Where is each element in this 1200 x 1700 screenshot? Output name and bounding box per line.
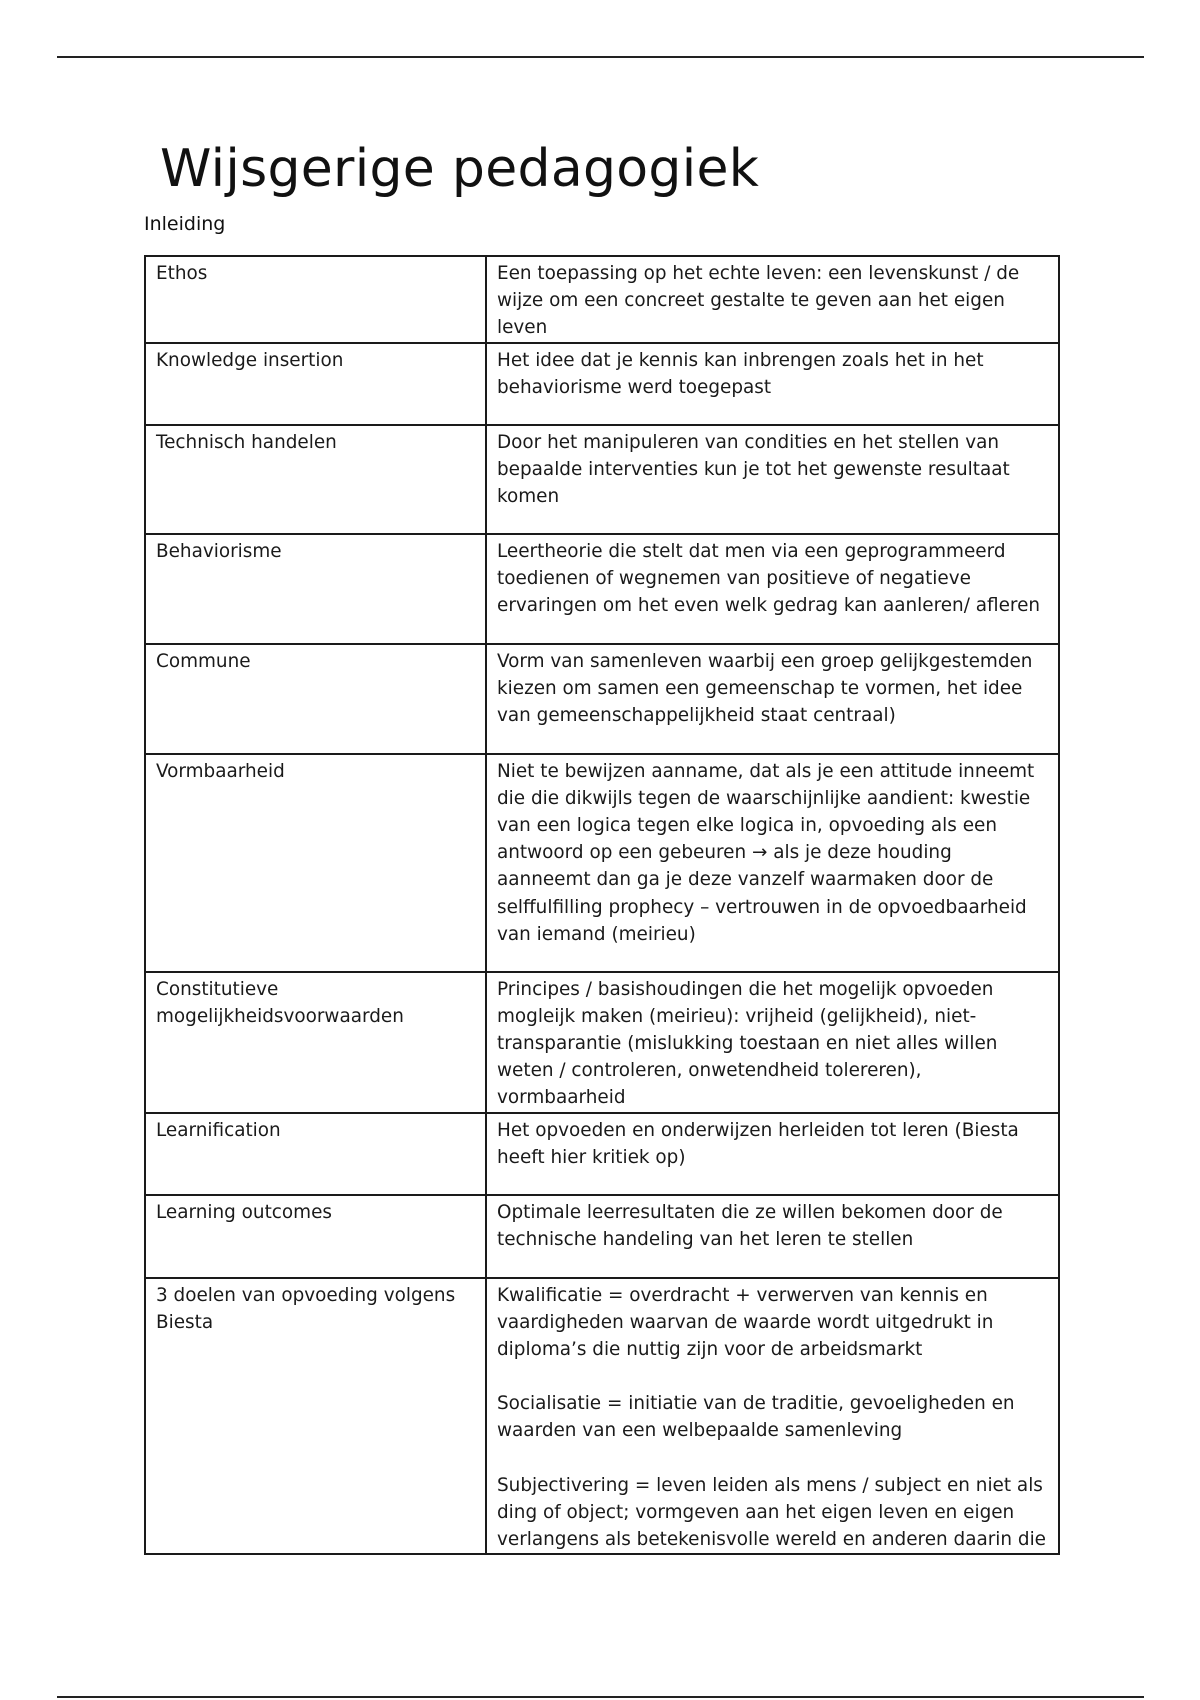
definition-text: Een toepassing op het echte leven: een levenskunst / de wijze om een concreet gestalte te geven aan het eigen leven [497, 263, 1020, 339]
definition-text: Niet te bewijzen aanname, dat als je een attitude inneemt die die dikwijls tegen de waarschijnlijke aandient: kwestie van een logica tegen elke logica in, opvoeding als een antwoord op een gebeuren → als je deze houding aanneemt dan ga je deze vanzelf waarmaken door de selffulfilling prophecy – vertrouwen in de opvoedbaarheid van iemand (meirieu) [497, 760, 1035, 945]
term-cell: Constitutieve mogelijkheidsvoorwaarden [145, 972, 486, 1113]
term-cell: Behaviorisme [145, 534, 486, 644]
term-cell: Knowledge insertion [145, 343, 486, 425]
definition-text: Subjectivering = leven leiden als mens / subject en niet als ding of object; vormgeven aan het eigen leven en eigen verlangens als betekenisvolle wereld en anderen daarin die [497, 1474, 1046, 1551]
footer-rule [57, 1696, 1144, 1698]
definition-cell [486, 256, 1059, 343]
header-rule [57, 56, 1144, 58]
term-cell: Learnification [145, 1113, 486, 1195]
definition-text: Socialisatie = initiatie van de traditie, gevoeligheden en waarden van een welbepaalde samenleving [497, 1393, 1015, 1442]
table-row [145, 754, 1059, 972]
table-row [145, 534, 1059, 644]
definition-text: Door het manipuleren van condities en het stellen van bepaalde interventies kun je tot het gewenste resultaat komen [497, 431, 1010, 508]
term-cell: Learning outcomes [145, 1195, 486, 1278]
definition-cell [486, 972, 1059, 1113]
table-row [145, 644, 1059, 754]
term-cell: Ethos [145, 256, 486, 343]
definition-cell [486, 1195, 1059, 1278]
definition-text: Vorm van samenleven waarbij een groep gelijkgestemden kiezen om samen een gemeenschap te vormen, het idee van gemeenschappelijkheid staat centraal) [497, 650, 1033, 727]
definition-cell [486, 425, 1059, 534]
glossary-table [144, 255, 1060, 1555]
definition-cell [486, 343, 1059, 425]
definition-text: Optimale leerresultaten die ze willen bekomen door de technische handeling van het leren te stellen [497, 1201, 1003, 1250]
table-row [145, 1278, 1059, 1555]
term-cell: Technisch handelen [145, 425, 486, 534]
term-cell: Commune [145, 644, 486, 754]
term-cell: Vormbaarheid [145, 754, 486, 972]
definition-cell [486, 754, 1059, 972]
table-row [145, 1113, 1059, 1195]
definition-text: Leertheorie die stelt dat men via een geprogrammeerd toedienen of wegnemen van positieve of negatieve ervaringen om het even welk gedrag kan aanleren/ afleren [497, 540, 1041, 617]
definition-cell [486, 644, 1059, 754]
table-row [145, 256, 1059, 343]
definition-text: Het opvoeden en onderwijzen herleiden tot leren (Biesta heeft hier kritiek op) [497, 1119, 1019, 1168]
definition-text: Principes / basishoudingen die het mogelijk opvoeden mogleijk maken (meirieu): vrijheid (gelijkheid), niet-transparantie (mislukking toestaan en niet alles willen weten / controleren, onwetendheid tolereren), vormbaarheid [497, 978, 998, 1109]
term-cell: 3 doelen van opvoeding volgens Biesta [145, 1278, 486, 1555]
definition-cell [486, 534, 1059, 644]
definition-cell [486, 1113, 1059, 1195]
table-row [145, 1195, 1059, 1278]
definition-text: Kwalificatie = overdracht + verwerven van kennis en vaardigheden waarvan de waarde wordt uitgedrukt in diploma’s die nuttig zijn voor de arbeidsmarkt [497, 1284, 994, 1361]
section-heading: Inleiding [144, 213, 226, 235]
definition-cell [486, 1278, 1059, 1555]
page-title: Wijsgerige pedagogiek [160, 139, 760, 199]
table-row [145, 972, 1059, 1113]
table-row [145, 343, 1059, 425]
definition-text: Het idee dat je kennis kan inbrengen zoals het in het behaviorisme werd toegepast [497, 349, 984, 398]
table-row [145, 425, 1059, 534]
